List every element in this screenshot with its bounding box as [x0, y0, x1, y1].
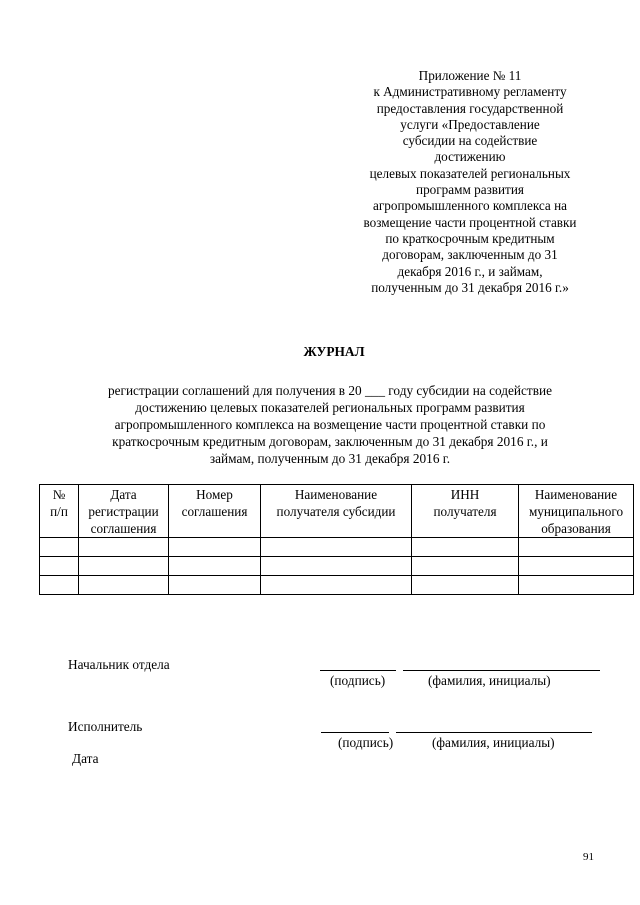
table-cell [40, 557, 79, 576]
subtitle-line: краткосрочным кредитным договорам, заключенным до 31 декабря 2016 г., и [112, 434, 548, 449]
column-header-recipient-name [261, 485, 412, 538]
header-text: Наименование [294, 487, 378, 502]
table-cell [261, 538, 412, 557]
appendix-line: целевых показателей региональных [369, 165, 571, 181]
executor-name-caption: (фамилия, инициалы) [432, 735, 555, 750]
table-cell [40, 538, 79, 557]
header-text: № [52, 487, 66, 502]
subtitle-line: регистрации соглашений для получения в 20 ___ году субсидии на содействие [107, 383, 553, 398]
executor-name-line [396, 732, 592, 733]
table-cell [519, 557, 634, 576]
appendix-line: возмещение части процентной ставки [363, 214, 577, 230]
table-cell [261, 557, 412, 576]
appendix-line: полученным до 31 декабря 2016 г.» [371, 279, 569, 295]
table-cell [169, 538, 261, 557]
header-text: регистрации [88, 504, 159, 519]
subtitle-line: достижению целевых показателей региональных программ развития [135, 400, 525, 415]
table-cell [169, 576, 261, 595]
appendix-line: услуги «Предоставление [400, 116, 540, 132]
appendix-line: программ развития [416, 182, 524, 198]
table-header-row [40, 485, 634, 538]
table-cell [79, 538, 169, 557]
head-signature-caption: (подпись) [330, 673, 386, 688]
appendix-line: декабря 2016 г., и займам, [397, 263, 543, 279]
table-cell [519, 538, 634, 557]
executor-signature-caption: (подпись) [338, 735, 394, 750]
table-cell [412, 576, 519, 595]
head-name-caption: (фамилия, инициалы) [428, 673, 551, 688]
header-text: соглашения [90, 521, 157, 536]
table-cell [40, 576, 79, 595]
head-of-department-label: Начальник отдела [68, 657, 170, 672]
date-label: Дата [72, 751, 99, 766]
table-row [40, 576, 634, 595]
appendix-block [348, 68, 592, 296]
table-cell [412, 557, 519, 576]
header-text: ИНН [450, 487, 480, 502]
column-header-registration-date [79, 485, 169, 538]
journal-subtitle [60, 382, 600, 467]
table-row [40, 538, 634, 557]
header-text: Дата [110, 487, 137, 502]
table-cell [519, 576, 634, 595]
column-header-municipality-name [519, 485, 634, 538]
table-cell [169, 557, 261, 576]
executor-signature-line [321, 732, 389, 733]
column-header-agreement-number [169, 485, 261, 538]
registration-table [39, 484, 634, 595]
executor-label: Исполнитель [68, 719, 143, 734]
header-text: получателя субсидии [276, 504, 396, 519]
header-text: Номер [196, 487, 233, 502]
table-cell [79, 576, 169, 595]
subtitle-line: займам, полученным до 31 декабря 2016 г. [209, 451, 451, 466]
appendix-line: субсидии на содействие [402, 133, 538, 149]
table-row [40, 557, 634, 576]
table-cell [261, 576, 412, 595]
column-header-number [40, 485, 79, 538]
table-cell [79, 557, 169, 576]
head-signature-line [320, 670, 396, 671]
appendix-line: договорам, заключенным до 31 [382, 247, 558, 263]
header-text: муниципального [528, 504, 624, 519]
header-text: Наименование [534, 487, 618, 502]
page-number: 91 [583, 851, 594, 863]
header-text: соглашения [181, 504, 248, 519]
head-name-line [403, 670, 600, 671]
appendix-line: Приложение № 11 [418, 68, 522, 83]
appendix-line: достижению [434, 149, 506, 165]
subtitle-line: агропромышленного комплекса на возмещение части процентной ставки по [114, 417, 546, 432]
appendix-line: предоставления государственной [376, 100, 564, 116]
header-text: получателя [433, 504, 497, 519]
header-text: образования [541, 521, 611, 536]
journal-title: ЖУРНАЛ [303, 344, 365, 359]
header-text: п/п [50, 504, 68, 519]
appendix-line: агропромышленного комплекса на [373, 198, 567, 214]
column-header-recipient-inn [412, 485, 519, 538]
appendix-line: к Административному регламенту [373, 84, 567, 100]
appendix-line: по краткосрочным кредитным [385, 230, 555, 246]
table-cell [412, 538, 519, 557]
